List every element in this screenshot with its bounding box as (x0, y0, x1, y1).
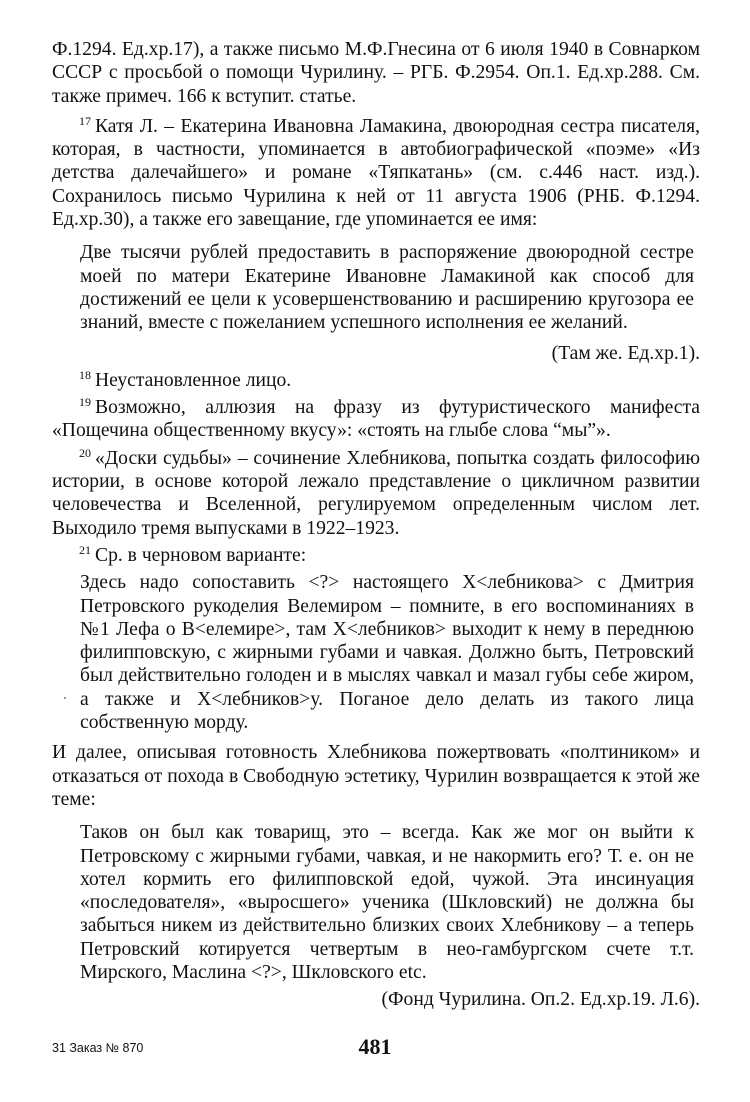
quote-source: (Фонд Чурилина. Оп.2. Ед.хр.19. Л.6). (381, 989, 700, 1011)
footnote-19 (52, 396, 700, 443)
footnote-text: «Доски судьбы» – сочинение Хлебникова, попытка создать философию истории, в основе которой лежало представление о цикличном развитии человечества и Вселенной, регулируемом определенным числом лет. Выходило тремя выпусками в 1922–1923. (52, 447, 700, 539)
draft-quote-2: Таков он был как товарищ, это – всегда. Как же мог он выйти к Петровскому с жирными губами, чавкая, и не накормить его? Т. е. он не хотел кормить его филипповской едой, чужой. Эта инсинуация «последователя», «выросшего» ученика (Шкловский) не должна бы забыться никем из действительно близких своих Хлебникову – а теперь Петровский котируется четвертым в нео-гамбургском счете т.т. Мирского, Маслина <?>, Шкловского etc. (80, 822, 694, 983)
footnote-17 (52, 115, 700, 231)
footnote-number: 18 (79, 367, 91, 382)
footnote-number: 19 (79, 395, 91, 410)
page-footer (0, 1034, 750, 1068)
footnote-number: 17 (79, 113, 91, 128)
footnote-text: Неустановленное лицо. (95, 369, 292, 391)
footnote-20 (52, 447, 700, 540)
footnote-number: 21 (79, 542, 91, 557)
footnote-text: Ср. в черновом варианте: (95, 544, 307, 566)
footnote-21 (52, 544, 700, 567)
footnote-text: Возможно, аллюзия на фразу из футуристического манифеста «Пощечина общественному вкусу»: «стоять на глыбе слова “мы”». (52, 397, 700, 442)
continued-footnote-text: Ф.1294. Ед.хр.17), а также письмо М.Ф.Гнесина от 6 июля 1940 в Совнарком СССР с просьбой о помощи Чурилину. – РГБ. Ф.2954. Оп.1. Ед.хр.288. См. также примеч. 166 к вступит. статье. (52, 39, 700, 107)
quote-source: (Там же. Ед.хр.1). (551, 342, 700, 364)
draft-quote: Здесь надо сопоставить <?> настоящего Х<лебникова> с Дмитрия Петровского рукоделия Велемиром – помните, в его воспоминаниях в №1 Лефа о В<елемире>, там Х<лебников> выходит к нему в переднюю филипповскую, с жирными губами и чавкая. Должно быть, Петровский был действительно голоден и в мыслях чавкал и мазал губы себе жиром, а также и Х<лебников>у. Поганое дело делать из такого лица собственную морду. (80, 572, 694, 734)
footnote-text: Катя Л. – Екатерина Ивановна Ламакина, двоюродная сестра писателя, которая, в частности, упоминается в автобиографической «поэме» «Из детства далечайшего» и романе «Тяпкатань» (см. с.446 наст. изд.). Сохранилось письмо Чурилина к ней от 11 августа 1906 (РНБ. Ф.1294. Ед.хр.30), а также его завещание, где упоминается ее имя: (52, 115, 700, 231)
print-speck (64, 697, 66, 699)
footnote-18 (52, 369, 700, 392)
footnote-number: 20 (79, 445, 91, 460)
print-order-mark: 31 Заказ № 870 (52, 1041, 144, 1055)
page-body (52, 38, 700, 1012)
continuation-text: И далее, описывая готовность Хлебникова пожертвовать «полтиником» и отказаться от похода в Свободную эстетику, Чурилин возвращается к этой же теме: (52, 742, 700, 810)
page-number: 481 (358, 1034, 392, 1059)
quoted-will: Две тысячи рублей предоставить в распоряжение двоюродной сестре моей по матери Екатерине Ивановне Ламакиной как способ для достижений ее цели к усовершенствованию и расширению кругозора ее знаний, вместе с пожеланием успешного исполнения ее желаний. (80, 242, 694, 334)
